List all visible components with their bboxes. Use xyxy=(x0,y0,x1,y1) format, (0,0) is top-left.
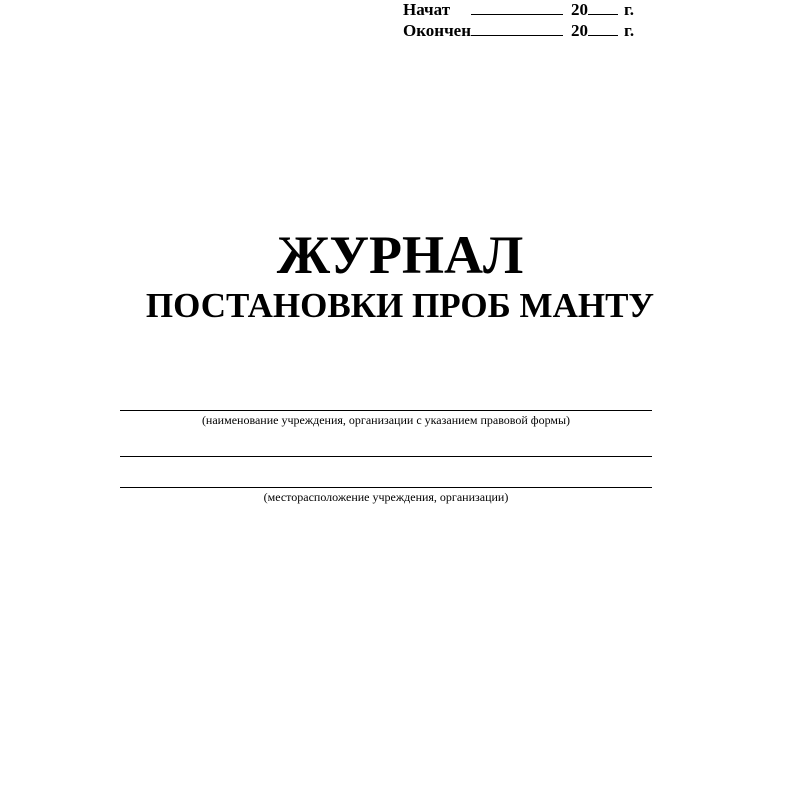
started-day-blank[interactable] xyxy=(471,0,563,15)
ended-century: 20 xyxy=(571,21,589,40)
started-date-row xyxy=(403,0,634,21)
ended-year-blank[interactable] xyxy=(588,21,618,36)
organization-extra-line[interactable] xyxy=(120,456,652,457)
date-block xyxy=(403,0,634,42)
started-label: Начат xyxy=(403,0,451,19)
location-line[interactable] xyxy=(120,487,652,488)
ended-year-suffix: г. xyxy=(624,21,635,40)
location-caption: (месторасположение учреждения, организации) xyxy=(263,490,509,504)
started-year-blank[interactable] xyxy=(588,0,618,15)
ended-label: Окончен xyxy=(403,21,472,40)
journal-title: ЖУРНАЛ xyxy=(276,225,524,285)
started-year-suffix: г. xyxy=(624,0,635,19)
organization-caption: (наименование учреждения, организации с указанием правовой формы) xyxy=(201,413,571,427)
started-century: 20 xyxy=(571,0,588,19)
journal-subtitle: ПОСТАНОВКИ ПРОБ МАНТУ xyxy=(145,286,655,325)
ended-day-blank[interactable] xyxy=(471,21,563,36)
organization-name-line[interactable] xyxy=(120,410,652,411)
ended-date-row xyxy=(403,21,634,42)
